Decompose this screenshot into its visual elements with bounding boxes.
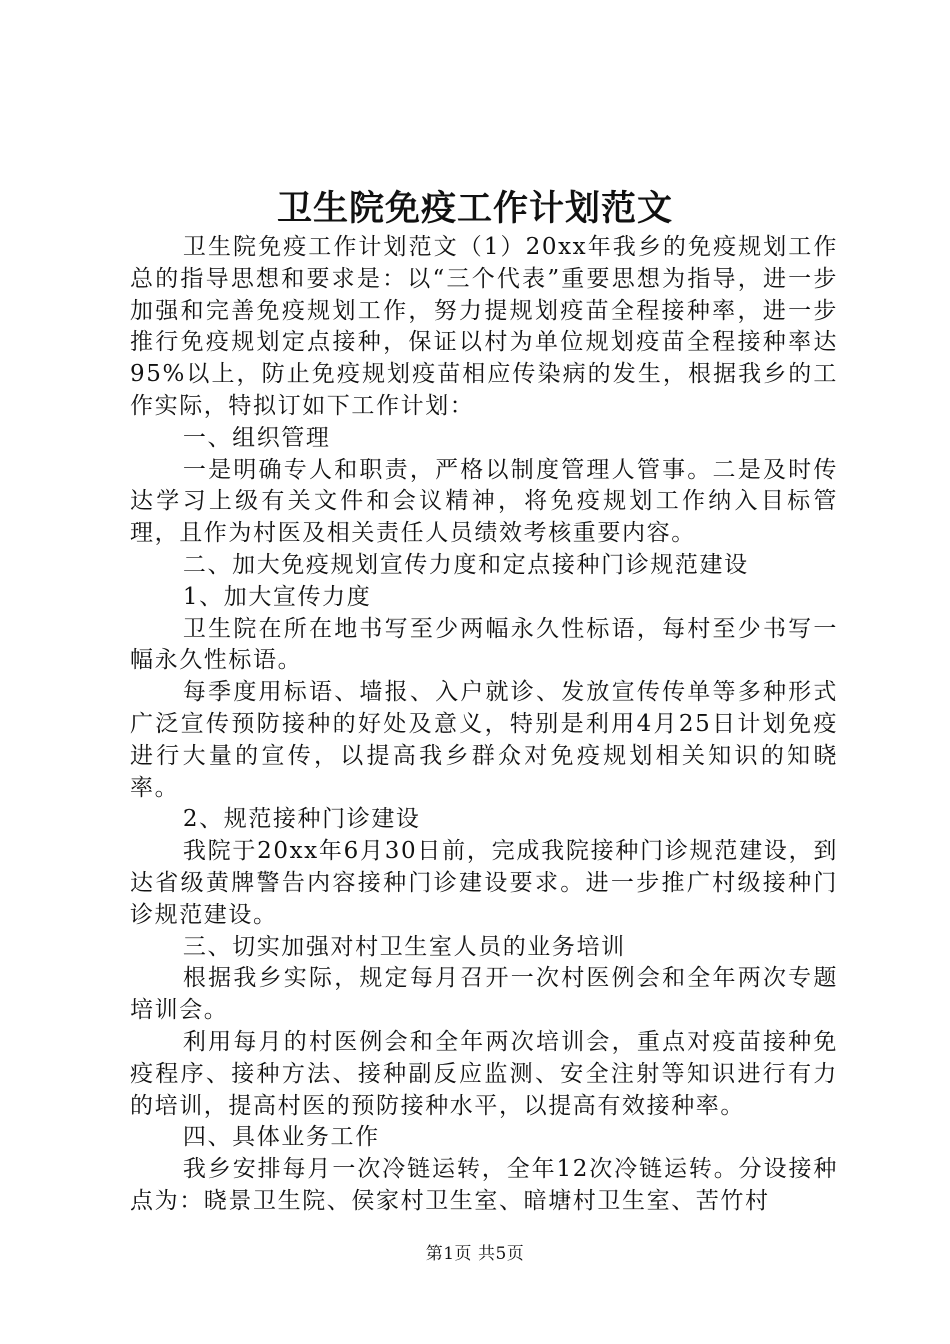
paragraph: 根据我乡实际，规定每月召开一次村医例会和全年两次专题培训会。 <box>130 965 838 1024</box>
subsection-heading-1: 1、加大宣传力度 <box>182 583 372 610</box>
paragraph: 我乡安排每月一次冷链运转，全年12次冷链运转。分设接种点为：晓景卫生院、侯家村卫生室、暗塘村卫生室、苦竹村 <box>130 1156 838 1214</box>
paragraph: 每季度用标语、墙报、入户就诊、发放宣传传单等多种形式广泛宣传预防接种的好处及意义，特别是利用4月25日计划免疫进行大量的宣传，以提高我乡群众对免疫规划相关知识的知晓率。 <box>130 679 838 801</box>
document-body <box>130 232 838 1218</box>
section-heading-4: 四、具体业务工作 <box>182 1124 380 1151</box>
document-title: 卫生院免疫工作计划范文 <box>276 188 673 229</box>
page-number-footer: 第1页 共5页 <box>425 1244 525 1264</box>
paragraph: 我院于20xx年6月30日前，完成我院接种门诊规范建设，到达省级黄牌警告内容接种门诊建设要求。进一步推广村级接种门诊规范建设。 <box>130 838 838 928</box>
section-heading-3: 三、切实加强对村卫生室人员的业务培训 <box>182 933 626 960</box>
paragraph: 利用每月的村医例会和全年两次培训会，重点对疫苗接种免疫程序、接种方法、接种副反应监测、安全注射等知识进行有力的培训，提高村医的预防接种水平，以提高有效接种率。 <box>130 1028 838 1119</box>
subsection-heading-2: 2、规范接种门诊建设 <box>182 806 421 833</box>
paragraph: 卫生院在所在地书写至少两幅永久性标语，每村至少书写一幅永久性标语。 <box>130 615 838 674</box>
section-heading-2: 二、加大免疫规划宣传力度和定点接种门诊规范建设 <box>182 551 749 578</box>
paragraph: 一是明确专人和职责，严格以制度管理人管事。二是及时传达学习上级有关文件和会议精神，将免疫规划工作纳入目标管理，且作为村医及相关责任人员绩效考核重要内容。 <box>130 456 838 547</box>
intro-paragraph: 卫生院免疫工作计划范文（1）20xx年我乡的免疫规划工作总的指导思想和要求是：以“三个代表”重要思想为指导，进一步加强和完善免疫规划工作，努力提规划疫苗全程接种率，进一步推行免疫规划定点接种，保证以村为单位规划疫苗全程接种率达95%以上，防止免疫规划疫苗相应传染病的发生，根据我乡的工作实际，特拟订如下工作计划： <box>130 234 838 419</box>
section-heading-1: 一、组织管理 <box>182 424 331 451</box>
